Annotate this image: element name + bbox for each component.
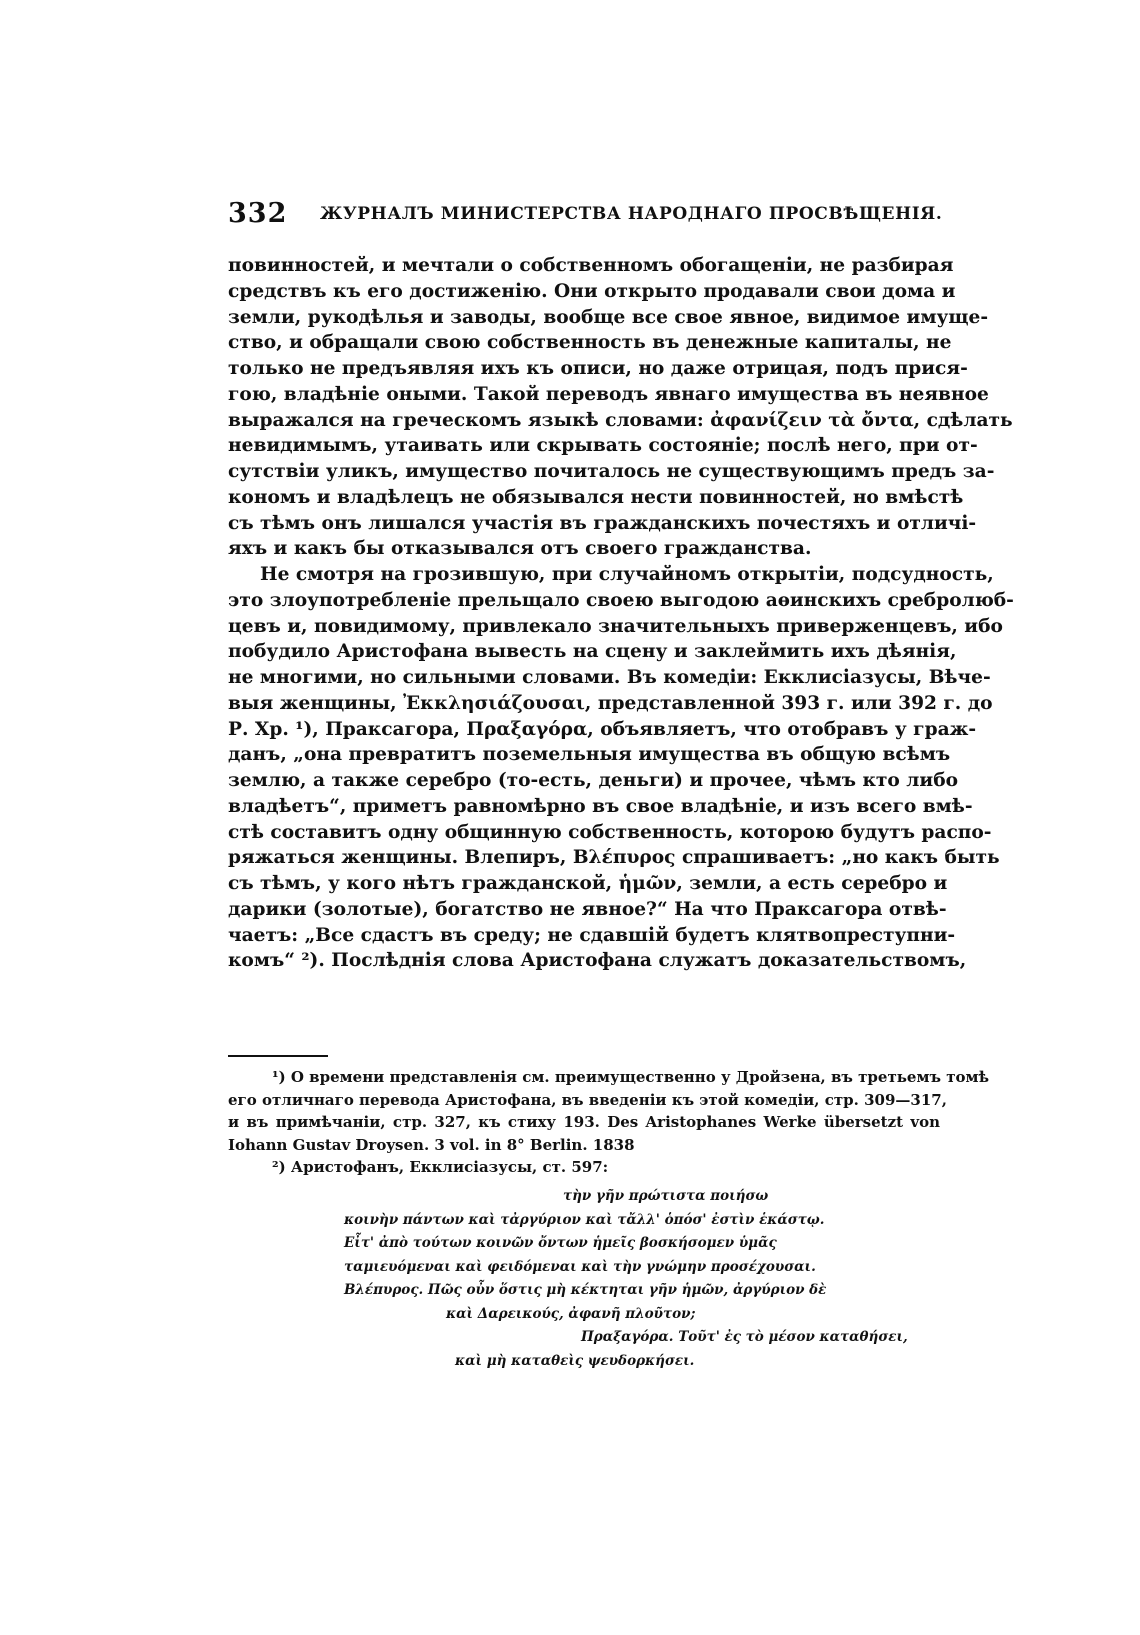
text-line: цевъ и, повидимому, привлекало значительныхъ приверженцевъ, ибо: [228, 615, 1003, 637]
footnote-1-line: Iohann Gustav Droysen. 3 vol. in 8° Berlin. 1838: [228, 1135, 635, 1154]
page-number: 332: [228, 198, 288, 229]
text-line: яхъ и какъ бы отказывался отъ своего гражданства.: [228, 538, 812, 560]
text-line: съ тѣмъ онъ лишался участія въ гражданскихъ почестяхъ и отличі-: [228, 512, 977, 534]
text-line: земли, рукодѣлья и заводы, вообще все свое явное, видимое имуще-: [228, 306, 989, 328]
greek-quotation: [228, 1185, 940, 1373]
greek-verse-line: Πραξαγόρα. Τοῦτ' ἐς τὸ μέσον καταθήσει,: [581, 1329, 908, 1345]
footnote-2-line: ²) Аристофанъ, Екклисіазусы, ст. 597:: [272, 1158, 609, 1176]
text-line: выя женщины, Ἐκκλησιάζουσαι, представленной 393 г. или 392 г. до: [228, 692, 993, 714]
text-line: средствъ къ его достиженію. Они открыто продавали свои дома и: [228, 280, 956, 302]
text-line: дарики (золотые), богатство не явное?“ На что Праксагора отвѣ-: [228, 898, 947, 920]
running-head: ЖУРНАЛЪ МИНИСТЕРСТВА НАРОДНАГО ПРОСВѢЩЕНІЯ.: [320, 204, 943, 224]
footnote-1-line: ¹) О времени представленія см. преимущественно у Дройзена, въ третьемъ томѣ: [272, 1068, 990, 1086]
footnote-1-line: его отличнаго перевода Аристофана, въ введеніи къ этой комедіи, стр. 309—317,: [228, 1090, 947, 1109]
footnotes: [228, 1066, 990, 1179]
page-header: [228, 198, 943, 238]
text-line: съ тѣмъ, у кого нѣтъ гражданской, ἡμῶν, земли, а есть серебро и: [228, 873, 948, 894]
greek-verse-line: καὶ μὴ καταθεὶς ψευδορκήσει.: [455, 1352, 695, 1369]
text-line: чаетъ: „Все сдастъ въ среду; не сдавшій будетъ клятвопреступни-: [228, 924, 956, 946]
text-line: повинностей, и мечтали о собственномъ обогащеніи, не разбирая: [228, 255, 954, 276]
paragraph-start-line: Не смотря на грозившую, при случайномъ открытіи, подсудность,: [260, 564, 994, 585]
greek-verse-line: Εἶτ' ἀπὸ τούτων κοινῶν ὄντων ἡμεῖς βοσκήσομεν ὑμᾶς: [344, 1235, 777, 1251]
text-line: сутствіи уликъ, имущество почиталось не существующимъ предъ за-: [228, 461, 995, 482]
text-line: данъ, „она превратитъ поземельныя имущества въ общую всѣмъ: [228, 744, 951, 766]
greek-verse-line: καὶ Δαρεικούς, ἀφανῆ πλοῦτον;: [446, 1305, 696, 1322]
greek-verse-line: κοινὴν πάντων καὶ τἀργύριον καὶ τἄλλ' ὁπόσ' ἐστὶν ἑκάστῳ.: [344, 1211, 825, 1228]
greek-verse-line: ταμιευόμεναι καὶ φειδόμεναι καὶ τὴν γνώμην προσέχουσαι.: [344, 1258, 816, 1275]
text-line: невидимымъ, утаивать или скрывать состояніе; послѣ него, при от-: [228, 435, 978, 457]
text-line: это злоупотребленіе прельщало своею выгодою аѳинскихъ сребролюб-: [228, 589, 1014, 611]
footnote-rule: [228, 1055, 328, 1057]
body-text: [228, 253, 1014, 974]
greek-verse-line: τὴν γῆν πρώτιστα ποιήσω: [563, 1188, 769, 1204]
text-line: землю, а также серебро (то-есть, деньги) и прочее, чѣмъ кто либо: [228, 770, 959, 791]
text-line: владѣетъ“, приметъ равномѣрно въ свое владѣніе, и изъ всего вмѣ-: [228, 795, 973, 817]
text-line: ряжаться женщины. Влепиръ, Βλέπυρος спрашиваетъ: „но какъ быть: [228, 847, 1000, 869]
greek-verse-line: Βλέπυρος. Πῶς οὖν ὅστις μὴ κέκτηται γῆν ἡμῶν, ἀργύριον δὲ: [344, 1282, 827, 1298]
footnote-1-line: и въ примѣчаніи, стр. 327, къ стиху 193. Des Aristophanes Werke übersetzt von: [228, 1113, 940, 1131]
text-line: комъ“ ²). Послѣднія слова Аристофана служатъ доказательствомъ,: [228, 950, 967, 972]
text-line: не многими, но сильными словами. Въ комедіи: Екклисіазусы, Вѣче-: [228, 667, 991, 688]
text-line: побудило Аристофана вывесть на сцену и заклеймить ихъ дѣянія,: [228, 641, 957, 663]
text-line: стѣ составитъ одну общинную собственность, которою будутъ распо-: [228, 821, 992, 843]
text-line: гою, владѣніе оными. Такой переводъ явнаго имущества въ неявное: [228, 383, 989, 405]
text-line: Р. Хр. ¹), Праксагора, Πραξαγόρα, объявляетъ, что отобравъ у граж-: [228, 718, 977, 740]
text-line: выражался на греческомъ языкѣ словами: ἀφανίζειν τὰ ὄντα, сдѣлать: [228, 409, 1013, 431]
text-line: ство, и обращали свою собственность въ денежные капиталы, не: [228, 332, 952, 354]
text-line: кономъ и владѣлецъ не обязывался нести повинностей, но вмѣстѣ: [228, 486, 964, 508]
text-line: только не предъявляя ихъ къ описи, но даже отрицая, подъ прися-: [228, 358, 968, 379]
